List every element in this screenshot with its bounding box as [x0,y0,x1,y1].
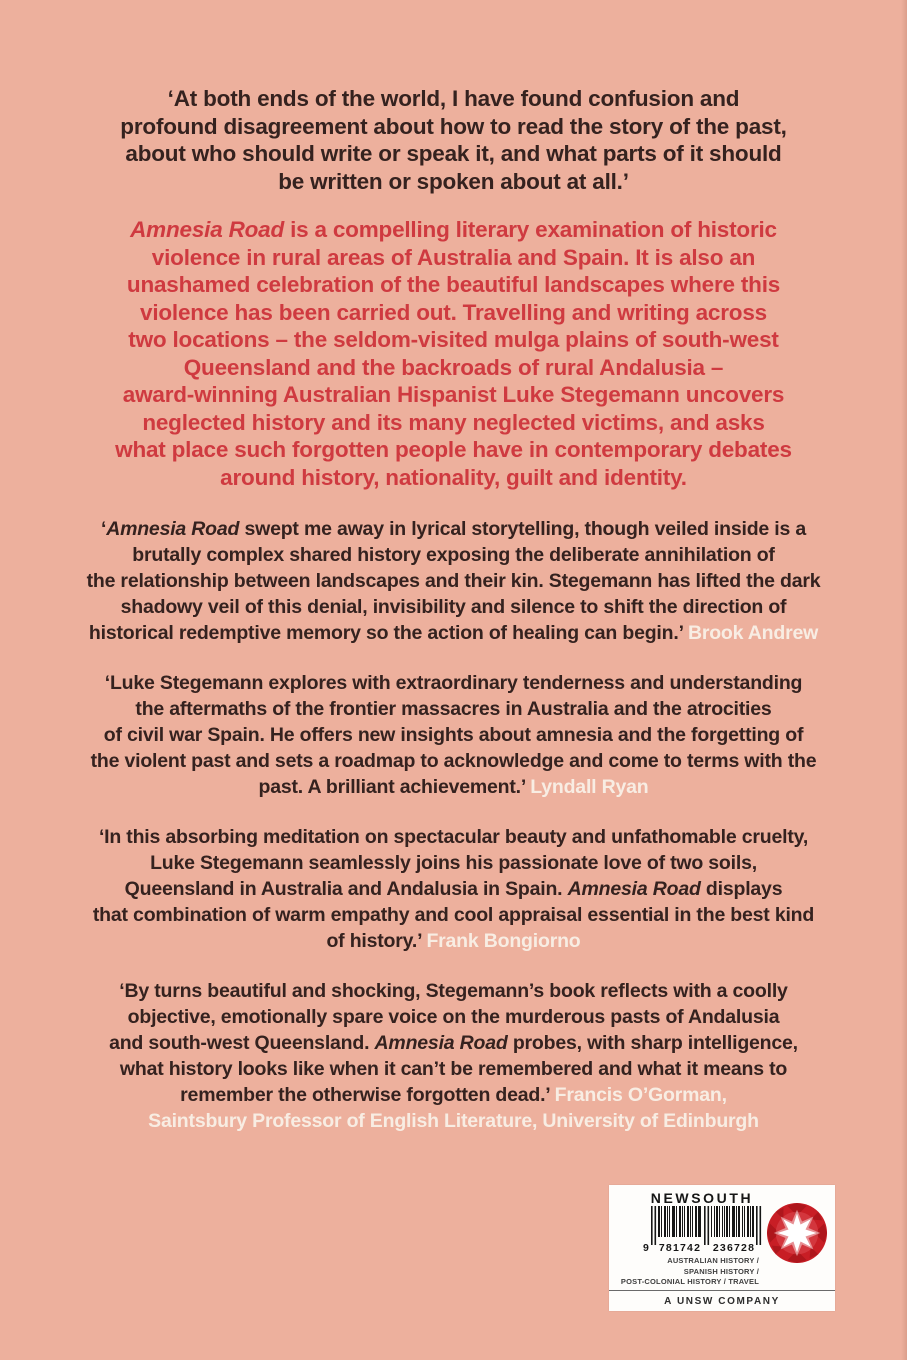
isbn-barcode [642,1206,764,1254]
isbn-group2: 236728 [712,1242,756,1254]
endorsement-lyndall-ryan: ‘Luke Stegemann explores with extraordinary tenderness and understanding the aftermaths of the frontier massacres in Australia and the atrocities of civil war Spain. He offers new insights about amnesia and the forgetting of the violent past and sets a roadmap to acknowledge and come to terms with the past. A brilliant achievement.’ Lyndall Ryan [90,672,817,798]
category-line: SPANISH HISTORY / [683,1266,759,1276]
headline-quote: ‘At both ends of the world, I have found confusion and profound disagreement about how to read the story of the past, about who should write or speak it, and what parts of it should be written or spoken about at all.’ [120,86,787,194]
category-list [621,1256,759,1288]
back-cover-text-column [0,85,907,1158]
endorsement-brook-andrew: ‘Amnesia Road swept me away in lyrical storytelling, though veiled inside is a brutally complex shared history exposing the deliberate annihilation of the relationship between landscapes and their kin. Stegemann has lifted the dark shadowy veil of this denial, invisibility and silence to shift the direction of historical redemptive memory so the action of healing can begin.’ Brook Andrew [86,518,821,644]
publisher-box [609,1185,835,1311]
isbn-group1: 781742 [658,1242,702,1254]
category-line: POST-COLONIAL HISTORY / TRAVEL [620,1277,759,1286]
unsw-company-label: A UNSW COMPANY [664,1295,780,1307]
isbn-lead-digit: 9 [643,1242,651,1254]
newsouth-gem-logo-icon [766,1202,828,1264]
book-blurb: Amnesia Road is a compelling literary examination of historic violence in rural areas of Australia and Spain. It is also an unashamed celebration of the beautiful landscapes where this violence has been carried out. Travelling and writing across two locations – the seldom-visited mulga plains of south-west Queensland and the backroads of rural Andalusia – award-winning Australian Hispanist Luke Stegemann uncovers neglected history and its many neglected victims, and asks what place such forgotten people have in contemporary debates around history, nationality, guilt and identity. [115,217,792,490]
endorsement-quotes [0,516,907,1134]
endorsement-frank-bongiorno: ‘In this absorbing meditation on spectacular beauty and unfathomable cruelty, Luke Stegemann seamlessly joins his passionate love of two soils, Queensland in Australia and Andalusia in Spain. Amnesia Road displays that combination of warm empathy and cool appraisal essential in the best kind of history.’ Frank Bongiorno [92,826,815,952]
unsw-company-bar [609,1290,835,1311]
endorsement-francis-ogorman: ‘By turns beautiful and shocking, Stegemann’s book reflects with a coolly objective, emotionally spare voice on the murderous pasts of Andalusia and south-west Queensland. Amnesia Road probes, with sharp intelligence, what history looks like when it can’t be remembered and what it means to remember the otherwise forgotten dead.’ Francis O’Gorman, Saintsbury Professor of English Literature, University of Edinburgh [109,980,798,1132]
imprint-name: NEWSOUTH [650,1190,754,1206]
category-line: AUSTRALIAN HISTORY / [667,1256,759,1265]
